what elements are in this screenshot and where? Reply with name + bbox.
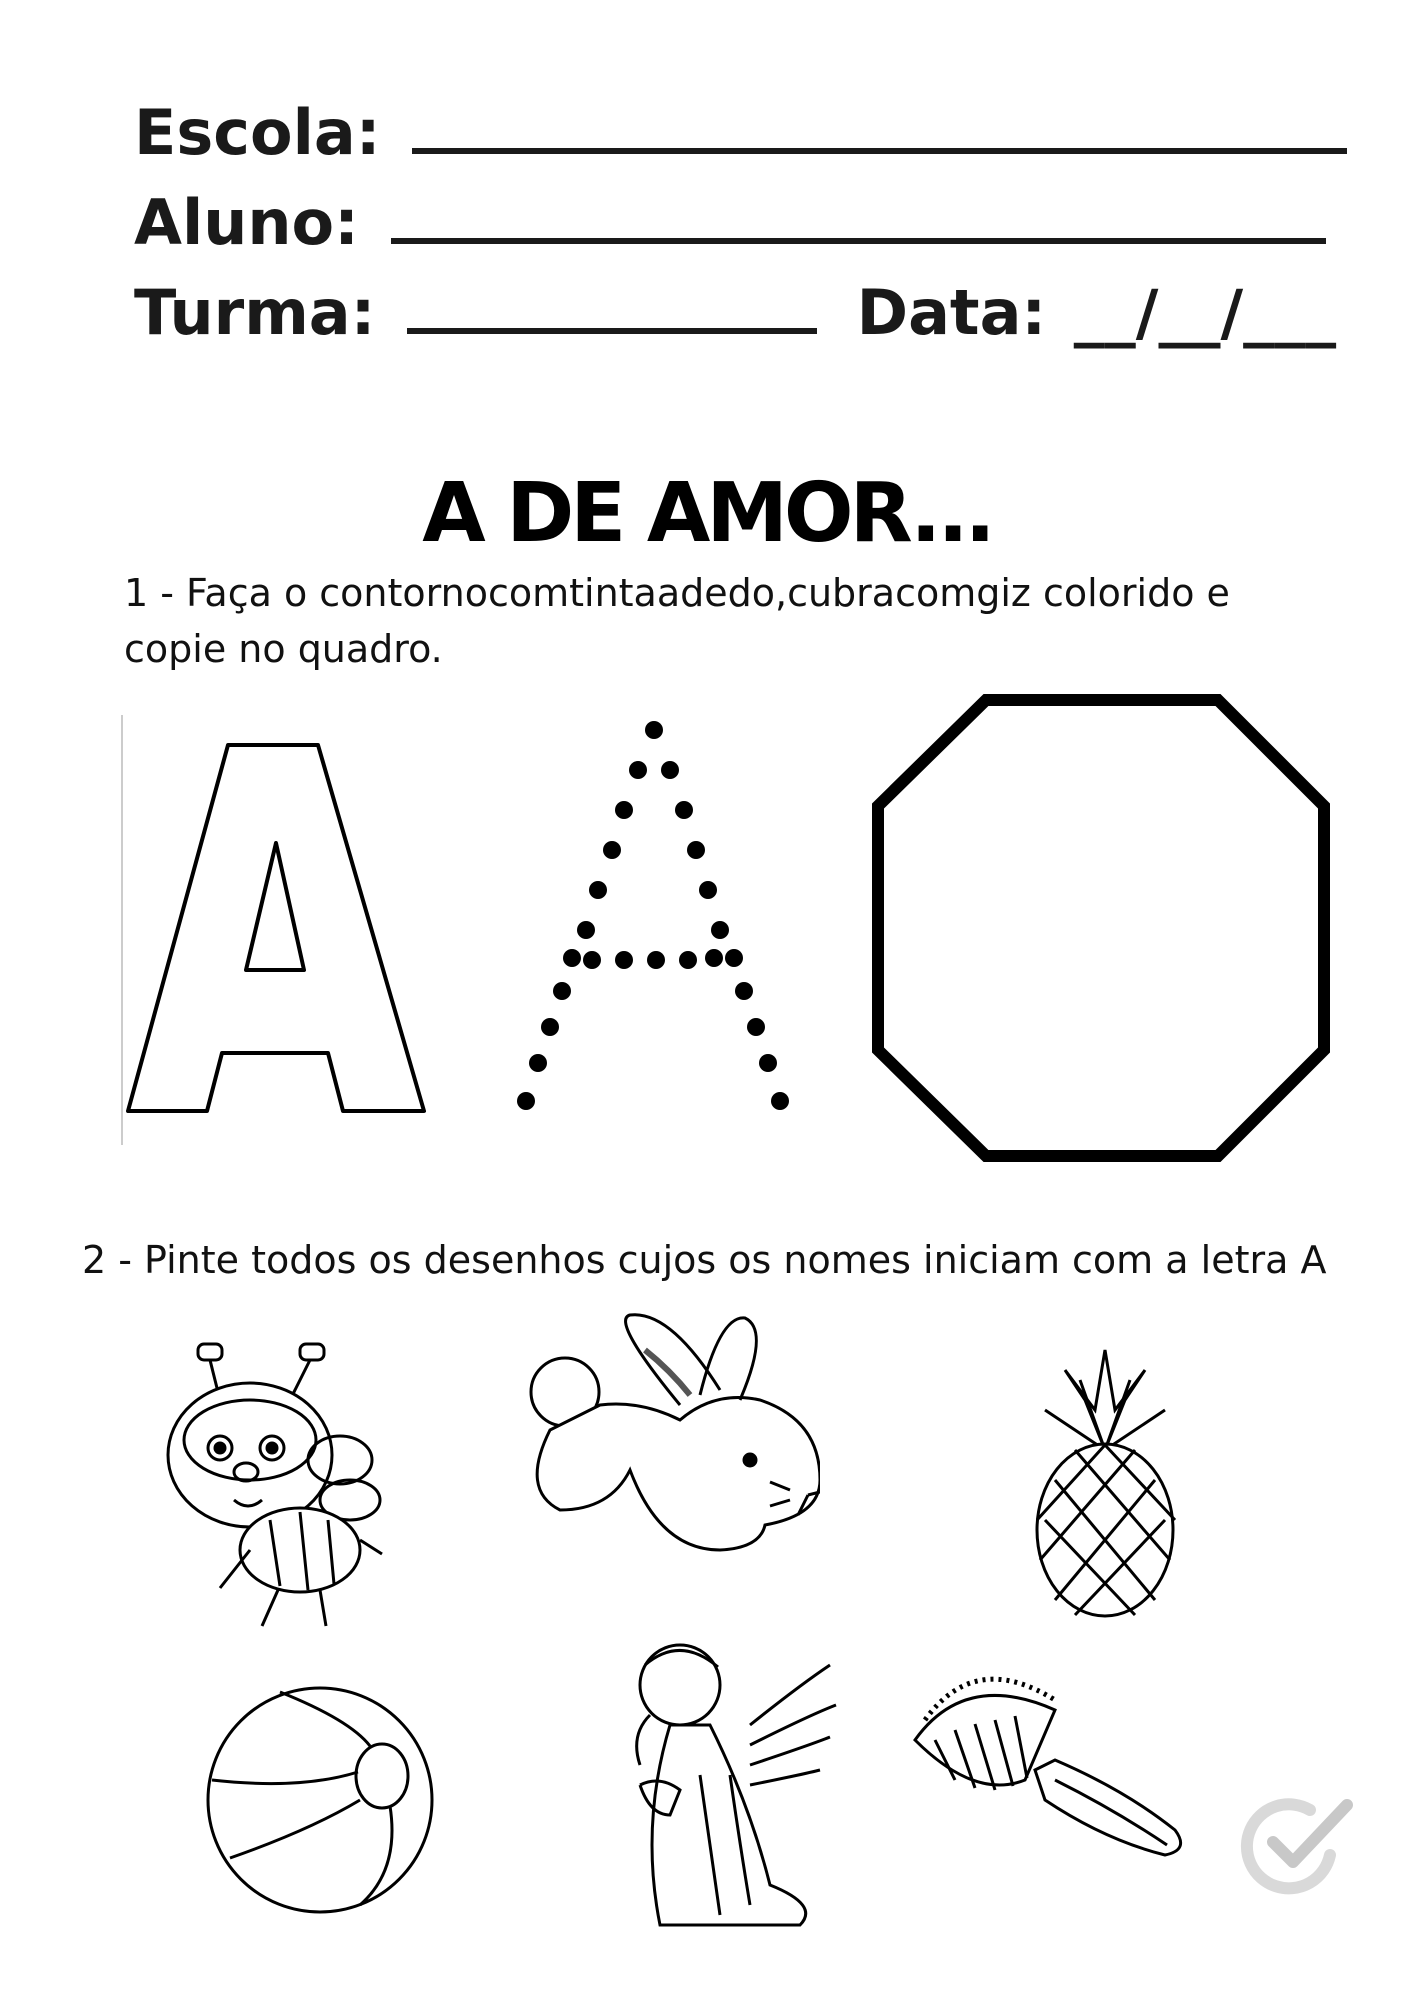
class-blank-line[interactable] — [407, 284, 817, 334]
exercise-2-instructions: 2 - Pinte todos os desenhos cujos os nomes iniciam com a letra A — [82, 1238, 1327, 1282]
check-watermark-icon — [1235, 1780, 1355, 1900]
school-blank-line[interactable] — [412, 104, 1347, 154]
student-blank-line[interactable] — [391, 194, 1326, 244]
copy-octagon-box[interactable] — [866, 688, 1336, 1168]
bee-icon[interactable] — [150, 1340, 400, 1630]
class-label: Turma: — [134, 276, 376, 349]
student-label: Aluno: — [134, 186, 359, 259]
exercise-1-line-2: copie no quadro. — [124, 627, 443, 671]
pineapple-icon[interactable] — [1025, 1340, 1185, 1620]
brush-icon[interactable] — [905, 1650, 1195, 1880]
school-label: Escola: — [134, 96, 381, 169]
ball-icon[interactable] — [200, 1680, 440, 1920]
dotted-letter-a-icon — [490, 715, 830, 1135]
date-blank[interactable]: __/__/___ — [1073, 276, 1337, 349]
date-label: Data: — [856, 276, 1047, 349]
student-field — [134, 186, 1326, 259]
school-field — [134, 96, 1347, 169]
rabbit-icon[interactable] — [520, 1310, 820, 1580]
class-date-field — [134, 276, 1336, 349]
exercise-1-line-1: 1 - Faça o contornocomtintaadedo,cubracomgiz colorido e — [124, 571, 1230, 615]
outlined-letter-a-icon — [118, 715, 438, 1145]
page-title: A DE AMOR... — [422, 466, 992, 561]
exercise-1-instructions — [124, 565, 1230, 677]
angel-icon[interactable] — [600, 1625, 840, 1935]
